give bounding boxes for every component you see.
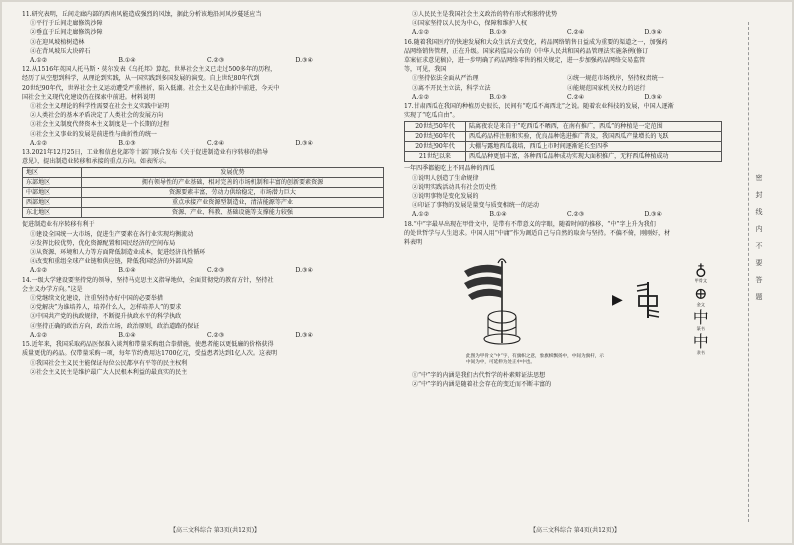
- exam-sheet: [2, 2, 792, 543]
- flag-pole-drawing: [458, 255, 530, 351]
- choice-a: A.①②: [30, 57, 48, 65]
- question-13-lead: 促进制造业有序转移有利于: [22, 221, 95, 229]
- question-12-stem-line: 经历了从空想到科学，从理论到实践，从一国实践到多国发展的演变。自上世纪80年代到: [22, 75, 260, 83]
- question-14-choices: [30, 331, 384, 340]
- binding-line: [748, 22, 749, 522]
- question-18: [404, 220, 722, 390]
- question-12-option-1: ①社会主义理论的科学性需要在社会主义实践中证明: [30, 103, 170, 111]
- question-11-option-3: ③在迎风坡植树造林: [30, 38, 85, 46]
- question-17-lead: 一年四季都能吃上不同品种的西瓜: [404, 165, 495, 173]
- question-16-option-1: ①坚持依法全面从严治理: [412, 75, 479, 83]
- table-header-cell: 地区: [23, 168, 82, 178]
- question-17: [404, 102, 722, 220]
- question-15: [22, 340, 384, 377]
- question-16-option-4: ④能规范国家机关权力的运行: [567, 84, 646, 92]
- question-13-stem-line: 13.2021年12月25日，工业和信息化部等十部门联合发布《关于促进制造业有序转移的指导: [22, 149, 268, 157]
- table-cell: 资源、产业、科教、基础设施等支撑能力较强: [82, 208, 384, 218]
- question-16-stem-line: 等，可见，我国: [404, 66, 447, 74]
- page-3: [22, 10, 384, 377]
- question-12-option-2: ②人类社会的基本矛盾决定了人类社会的发展方向: [30, 112, 164, 120]
- question-13-option-4: ④改变和重组全球产业链和供应链，降低我国经济的外部风险: [30, 258, 194, 266]
- question-15-choices: [412, 28, 722, 37]
- question-13-stem-line: 意见》，提出制造业转移和承接的重点方向。如表所示。: [22, 158, 171, 166]
- question-13-option-3: ③从资源、环境和人力等方面降低制造业成本，促进经济良性循环: [30, 249, 206, 257]
- watermelon-history-table: [404, 121, 722, 162]
- table-cell: 西部地区: [23, 198, 82, 208]
- seal-line-notice: 密封线内不要答题: [755, 174, 763, 301]
- choice-a: A.①②: [30, 331, 48, 339]
- question-15-option-3: ③人民民主是我国社会主义政治的特有形式和独特优势: [412, 11, 558, 18]
- choice-b: B.①④: [118, 331, 136, 339]
- question-14-option-4: ④坚持正确的政治方向，政治立场，政治原则，政治道路的保证: [30, 322, 200, 330]
- table-cell: 大棚与露地西瓜栽培，西瓜上市时间逐渐延长至四季: [466, 142, 722, 152]
- glyph-oracle: ♁: [694, 260, 707, 280]
- choice-a: A.①②: [30, 139, 48, 147]
- question-15-stem-line: 质量更优的药品。仅带量采购一项，每年节约费用达1700亿元，受益患者达到1亿人次。这表明: [22, 350, 278, 358]
- table-cell: 东北地区: [23, 208, 82, 218]
- question-11-option-2: ②垂直于丘间走廊修筑沙障: [30, 29, 103, 37]
- choice-d: D.③④: [295, 139, 313, 147]
- glyph-label: 篆书: [696, 326, 705, 332]
- choice-a: A.①②: [30, 267, 48, 275]
- question-12-option-3: ③社会主义制度代替资本主义制度是一个长期的过程: [30, 121, 170, 129]
- choice-d: D.③④: [295, 267, 313, 275]
- question-16-stem-line: 品网络销售管理，正在升级。国家药监局公布的《中华人民共和国药品管理法实施条例(修订: [404, 47, 649, 55]
- choice-d: D.③④: [644, 211, 662, 219]
- glyph-bronze: ⊕: [694, 284, 708, 304]
- question-12-stem-line: 国社会主义现代化建设仍在探索中前进。材料说明: [22, 93, 156, 101]
- choice-b: B.①④: [118, 267, 136, 275]
- question-17-option-4: ④印证了事物的发展是量变与质变相统一的运动: [412, 202, 539, 210]
- question-11-option-4: ④在背风坡压大块碎石: [30, 47, 91, 55]
- figure-caption: 此图为甲骨文“中”字，有旗帜之意，象旗帜飘扬中，中间为旗杆，示中间为中，可延伸为处正中中也。: [466, 353, 604, 365]
- question-14-stem-line: 会主义办学方向。”这是: [22, 285, 83, 293]
- table-cell: 西瓜品种更加丰富，各种西瓜品种成功实现大面积推广，无籽西瓜种植成功: [466, 152, 722, 162]
- table-row: [23, 198, 384, 208]
- table-cell: 20世纪60年代: [405, 132, 466, 142]
- table-cell: 20世纪90年代: [405, 142, 466, 152]
- question-14-stem-line: 14.一级大学建设要坚持党的领导，坚持马克思主义指导地位，全面贯彻党的教育方针，坚持社: [22, 276, 274, 284]
- choice-a: A.①②: [412, 29, 430, 37]
- question-17-choices: [412, 210, 722, 219]
- choice-b: B.①③: [489, 29, 507, 37]
- question-14-option-3: ③中国共产党的执政规律，不断提升执政水平的科学执政: [30, 313, 182, 321]
- choice-c: C.②③: [207, 267, 225, 275]
- table-row: [405, 152, 722, 162]
- table-cell: 陆离夜农是来自于”吃西瓜不晒西，在南有推广，西瓜”的种植是一定范围: [466, 122, 722, 132]
- question-13-option-2: ②发挥比较优势，优化资源配置和国民经济的空间布局: [30, 239, 176, 247]
- choice-d: D.③④: [644, 29, 662, 37]
- question-18-stem-line: 18.“中”字最早出现在甲骨文中，是带有不带意义的字眼，随着时间的推移，“中”字上升为我们: [404, 220, 656, 228]
- question-16-option-3: ③离不开民主立法，科学立法: [412, 84, 491, 92]
- table-row: [23, 178, 384, 188]
- page-3-footer: 【高三文科综合 第3页(共12页)】: [170, 527, 261, 534]
- choice-a: A.①②: [412, 93, 430, 101]
- glyph-label: 隶书: [696, 350, 705, 356]
- choice-a: A.①②: [412, 211, 430, 219]
- question-14: [22, 276, 384, 340]
- table-cell: 中部地区: [23, 188, 82, 198]
- choice-d: D.③④: [644, 93, 662, 101]
- choice-c: C.②④: [207, 139, 225, 147]
- question-16-stem-line: 16.随着我国医疗的快速发展和大众生活方式变化，药品网络销售日益成为重要的渠道之一，加强药: [404, 38, 668, 46]
- question-15-option-1: ①我国社会主义民主能保证每位公民都享有平等的民主权利: [30, 359, 188, 367]
- question-16-choices: [412, 93, 722, 102]
- question-15-option-4: ④国家坚持以人民为中心，保障和维护人权: [412, 20, 527, 28]
- question-12-stem-line: 20世纪90年代，世界社会主义运动遭受严重挫折，陷入低潮。社会主义是在曲折中前进，今天中: [22, 84, 280, 92]
- question-12: [22, 65, 384, 148]
- question-17-option-2: ②说明实践活动具有社会历史性: [412, 183, 497, 191]
- choice-c: C.②③: [567, 211, 585, 219]
- glyph-label: 甲骨文: [694, 278, 708, 284]
- table-cell: 20世纪50年代: [405, 122, 466, 132]
- question-11-choices: [30, 56, 384, 65]
- table-cell: 西瓜药品样注册和实验，优良品种选进推广普及，我国西瓜产量增长的飞跃: [466, 132, 722, 142]
- question-17-option-1: ①说明人创造了生命规律: [412, 174, 479, 182]
- question-17-option-3: ③说明事物是变化发展的: [412, 193, 479, 201]
- question-11-stem: 11.研究表明，丘间走廊内部的西南风能造成强烈的风蚀，据此分析该地沿河风沙蔓延应当: [22, 11, 262, 18]
- table-cell: 东部地区: [23, 178, 82, 188]
- table-row: [405, 132, 722, 142]
- zhong-oracle-icon: [633, 280, 663, 320]
- arrow-icon: ▶: [612, 291, 623, 308]
- table-row: [405, 122, 722, 132]
- question-16-stem-line: 草案征求意见稿)》，进一步明确了药品网络零售的相关规定，进一步加强药品网络交易监管: [404, 57, 646, 65]
- table-cell: 重点承接产业资源型制造业，清洁能源等产业: [82, 198, 384, 208]
- choice-d: D.③④: [295, 331, 313, 339]
- choice-d: D.③④: [295, 57, 313, 65]
- choice-b: B.①④: [489, 211, 507, 219]
- question-17-stem-line: 17.甘肃西瓜在我国的种植历史很长，民间有“吃瓜不离西北”之说。随着农业科技的发展，中国人逐渐: [404, 103, 674, 111]
- question-16-options-row: [412, 84, 722, 93]
- table-cell: 资源要素丰富，劳动力供给稳定，市场潜力巨大: [82, 188, 384, 198]
- question-17-stem-line: 实现了“吃瓜自由”。: [404, 112, 459, 120]
- table-cell: 拥有领导性的产业基础，相对完善的市场机制和丰富的创新要素资源: [82, 178, 384, 188]
- zhong-character-figure: [458, 251, 722, 369]
- choice-b: B.①③: [118, 139, 136, 147]
- question-18-option-2: ②“中”字的内涵是随着社会存在的变迁而不断丰富的: [412, 381, 552, 389]
- choice-c: C.②④: [567, 29, 585, 37]
- question-16: [404, 38, 722, 102]
- glyph-evolution-column: [693, 262, 709, 358]
- question-12-stem-line: 12.从1516年英国人托马斯・莫尔发表《乌托邦》算起，世界社会主义已走过500多年的历程，: [22, 66, 277, 74]
- question-12-option-4: ④社会主义事业的发展是前进性与曲折性的统一: [30, 130, 157, 138]
- glyph-label: 金文: [696, 302, 705, 308]
- flag-illustration: [458, 255, 606, 366]
- glyph-clerical: 中: [692, 332, 709, 352]
- question-13-choices: [30, 266, 384, 275]
- question-15-stem-line: 15.近年来，我国采取药品医保准入谈判和带量采购组合拳措施，使患者能以更低廉的价格获得: [22, 341, 274, 349]
- page-4: [404, 10, 722, 390]
- table-cell: 21世纪以来: [405, 152, 466, 162]
- choice-b: B.①④: [118, 57, 136, 65]
- question-11-option-1: ①平行于丘间走廊修筑沙障: [30, 20, 103, 28]
- question-18-stem-line: 的处世哲学与人生追求。中国人用“中庸”作为调适自己与自然的取舍与坚持。不偏不倚，刚刚好，材: [404, 229, 671, 237]
- question-13-option-1: ①建设全国统一大市场，促进生产要素在各行业实现均衡流动: [30, 230, 194, 238]
- question-18-stem-line: 料表明: [404, 239, 423, 247]
- question-14-option-2: ②党解决”为谁培养人，培养什么人，怎样培养人”的要求: [30, 304, 182, 312]
- question-15-continued: [404, 10, 722, 38]
- choice-c: C.②③: [207, 331, 225, 339]
- glyph-seal: 中: [692, 308, 709, 328]
- table-header-cell: 发展优势: [82, 168, 384, 178]
- question-13: [22, 148, 384, 276]
- table-row: [23, 208, 384, 218]
- choice-c: C.②③: [207, 57, 225, 65]
- table-header-row: [23, 168, 384, 178]
- choice-b: B.①③: [489, 93, 507, 101]
- table-row: [405, 142, 722, 152]
- table-row: [23, 188, 384, 198]
- question-14-option-1: ①党继续文化建设，注重坚持办好中国的必要举措: [30, 295, 164, 303]
- choice-c: C.②④: [567, 93, 585, 101]
- question-12-choices: [30, 139, 384, 148]
- question-11: [22, 10, 384, 65]
- page-4-footer: 【高三文科综合 第4页(共12页)】: [530, 527, 621, 534]
- question-18-option-1: ①“中”字的内涵是我们古代哲学的朴素辩证法思想: [412, 372, 546, 380]
- region-advantage-table: [22, 167, 384, 218]
- question-16-option-2: ②统一规范市场秩序，坚持权责统一: [567, 75, 664, 83]
- question-16-options-row: [412, 74, 722, 83]
- question-15-option-2: ②社会主义民主是维护最广大人民根本利益的最真实的民主: [30, 368, 188, 376]
